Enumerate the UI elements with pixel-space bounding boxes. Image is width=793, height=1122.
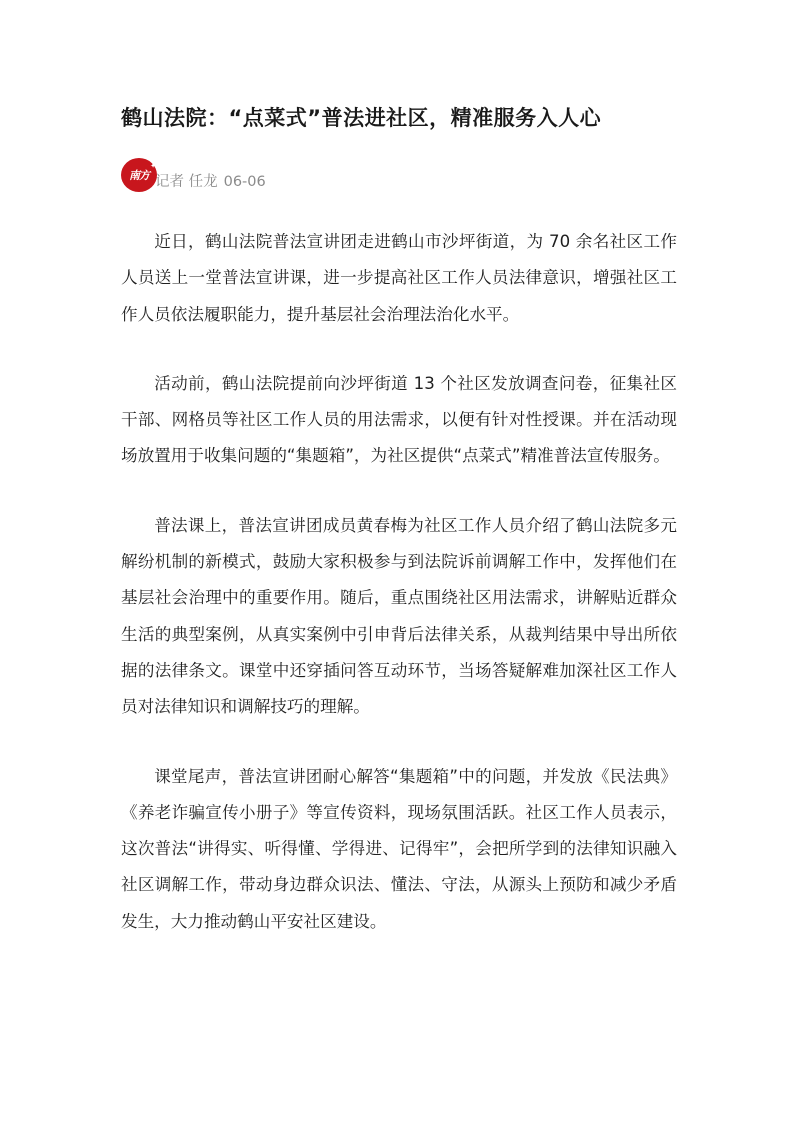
paragraph-3: 普法课上，普法宣讲团成员黄春梅为社区工作人员介绍了鹤山法院多元解纷机制的新模式，鼓励大家积极参与到法院诉前调解工作中，发挥他们在基层社会治理中的重要作用。随后，重点围绕社区用法需求，讲解贴近群众生活的典型案例，从真实案例中引申背后法律关系，从裁判结果中导出所依据的法律条文。课堂中还穿插问答互动环节，当场答疑解难加深社区工作人员对法律知识和调解技巧的理解。 — [121, 515, 677, 717]
paragraph-4: 课堂尾声，普法宣讲团耐心解答“集题箱”中的问题，并发放《民法典》《养老诈骗宣传小册子》等宣传资料，现场氛围活跃。社区工作人员表示，这次普法“讲得实、听得懂、学得进、记得牢”，会把所学到的法律知识融入社区调解工作，带动身边群众识法、懂法、守法，从源头上预防和减少矛盾发生，大力推动鹤山平安社区建设。 — [121, 766, 677, 931]
byline — [121, 158, 266, 192]
star-icon: ✦ — [150, 162, 155, 170]
publisher-logo — [121, 158, 157, 192]
article-body — [121, 224, 677, 973]
paragraph-2: 活动前，鹤山法院提前向沙坪街道 13 个社区发放调查问卷，征集社区干部、网格员等社区工作人员的用法需求，以便有针对性授课。并在活动现场放置用于收集问题的“集题箱”，为社区提供“点菜式”精准普法宣传服务。 — [121, 373, 677, 466]
author-name: 记者 任龙 — [155, 174, 218, 190]
paragraph-1: 近日，鹤山法院普法宣讲团走进鹤山市沙坪街道，为 70 余名社区工作人员送上一堂普法宣讲课，进一步提高社区工作人员法律意识，增强社区工作人员依法履职能力，提升基层社会治理法治化水平。 — [121, 232, 677, 324]
publisher-logo-text: 南方 — [129, 169, 149, 182]
author-info — [155, 172, 266, 192]
publish-date: 06-06 — [223, 174, 266, 190]
article-title: 鹤山法院：“点菜式”普法进社区，精准服务入人心 — [121, 106, 602, 130]
